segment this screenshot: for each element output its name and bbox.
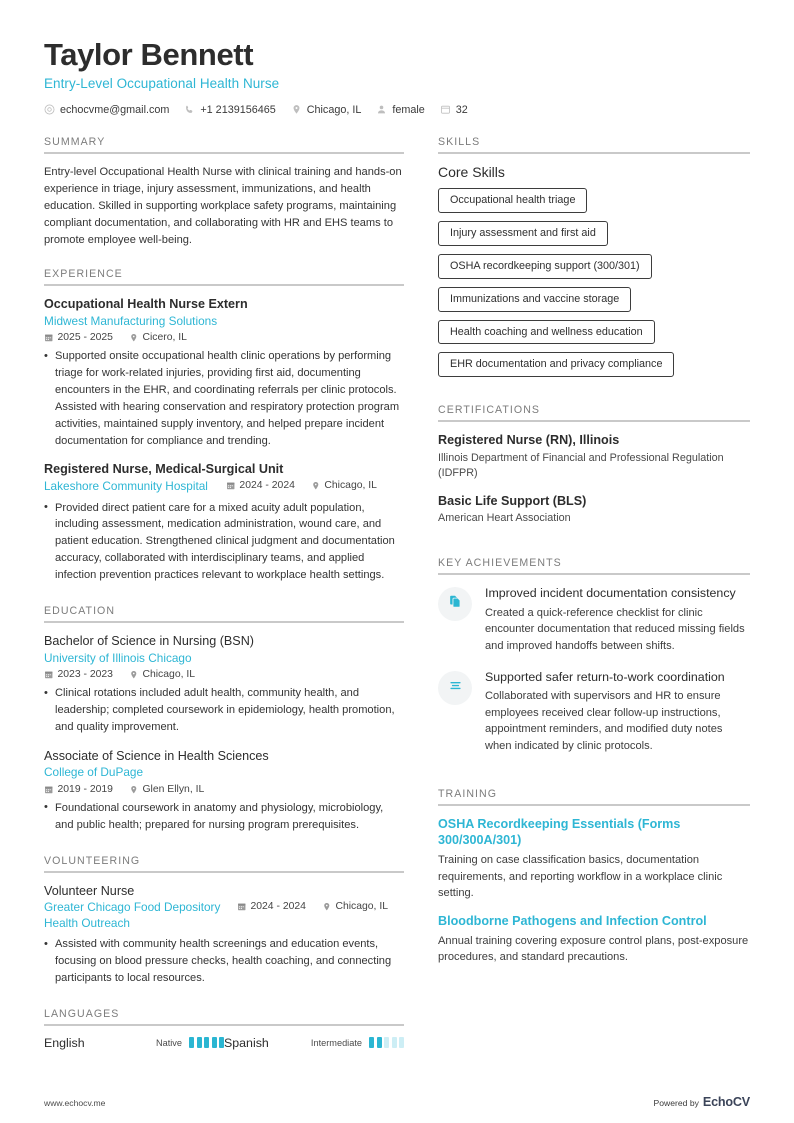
education-institution: College of DuPage <box>44 765 144 780</box>
achievement-item <box>438 669 750 755</box>
skill-tag: EHR documentation and privacy compliance <box>438 352 674 377</box>
page-title: Taylor Bennett <box>44 37 254 72</box>
contact-phone-text: +1 2139156465 <box>200 103 276 116</box>
contact-age <box>440 104 468 116</box>
languages-list <box>44 1036 404 1050</box>
education-degree: Associate of Science in Health Sciences <box>44 748 269 763</box>
section-heading-languages: LANGUAGES <box>44 1007 120 1020</box>
experience-location-text: Chicago, IL <box>324 479 377 491</box>
rating-dot <box>384 1037 389 1048</box>
bullet-item: • Provided direct patient care for a mixed acuity adult population, including assessment, medication administration, wound care, and patient education. Strengthened clinical judgment and documentation accuracy, collaborated with interdisciplinary teams, and applied infection prevention practices relevant to workplace health settings. <box>44 500 404 584</box>
volunteering-subhead <box>44 899 404 931</box>
contact-phone[interactable] <box>184 104 275 116</box>
achievement-icon-wrap <box>438 671 472 705</box>
section-certifications <box>438 404 750 527</box>
language-item <box>224 1036 404 1050</box>
experience-dates-text: 2024 - 2024 <box>239 479 295 491</box>
location-icon <box>322 902 332 912</box>
education-location-text: Chicago, IL <box>142 669 196 681</box>
location-icon <box>129 333 139 343</box>
right-column <box>438 136 750 1050</box>
education-entry <box>44 748 404 834</box>
volunteering-meta <box>237 901 404 912</box>
experience-entry <box>44 296 404 449</box>
rating-dot <box>399 1037 404 1048</box>
bullet-item: • Supported onsite occupational health clinic operations by performing triage for work-related injuries, providing first aid, documenting encounters in the EHR, and coordinating referrals per clinic protocols. Assisted with hearing conservation and respiratory protection program activities, maintained supply inventory, and helped prepare incident documentation for compliance and trending. <box>44 348 404 449</box>
spacer <box>44 249 404 268</box>
education-bullets <box>44 685 404 736</box>
certification-name: Basic Life Support (BLS) <box>438 494 587 509</box>
experience-subhead <box>44 478 404 495</box>
certification-name: Registered Nurse (RN), Illinois <box>438 433 620 448</box>
contact-email-text: echocvme@gmail.com <box>60 103 170 116</box>
section-rule <box>44 284 404 286</box>
section-summary <box>44 136 404 249</box>
language-name: Spanish <box>224 1035 269 1050</box>
contact-email[interactable] <box>44 104 169 116</box>
brand-logo: EchoCV <box>702 1095 750 1109</box>
bullet-item: • Clinical rotations included adult health, community health, and leadership; completed coursework in epidemiology, health promotion, and quality improvement. <box>44 685 404 736</box>
rating-dot <box>189 1037 194 1048</box>
education-location <box>129 784 204 795</box>
achievement-icon-wrap <box>438 587 472 621</box>
experience-bullets <box>44 500 404 584</box>
resume-body <box>44 136 750 1050</box>
bullet-item: • Assisted with community health screenings and education events, focusing on blood pressure checks, health coaching, and connecting participants to local resources. <box>44 936 404 987</box>
skill-tag: Health coaching and wellness education <box>438 320 655 345</box>
contact-location-text: Chicago, IL <box>306 103 362 116</box>
language-level: Intermediate <box>310 1037 362 1048</box>
email-icon <box>44 104 55 115</box>
experience-location <box>311 480 377 491</box>
training-name: Bloodborne Pathogens and Infection Control <box>438 913 707 928</box>
rating-dot <box>212 1037 217 1048</box>
spacer <box>438 385 750 404</box>
resume-header <box>44 38 750 116</box>
skill-tag: Injury assessment and first aid <box>438 221 608 246</box>
rating-dot <box>392 1037 397 1048</box>
experience-location <box>129 332 187 343</box>
experience-location-text: Cicero, IL <box>142 332 187 344</box>
achievement-title: Improved incident documentation consistency <box>485 586 736 601</box>
training-name: OSHA Recordkeeping Essentials (Forms 300/300A/301) <box>438 816 681 848</box>
education-degree: Bachelor of Science in Nursing (BSN) <box>44 633 254 648</box>
volunteering-location-text: Chicago, IL <box>335 901 388 913</box>
section-rule <box>44 621 404 623</box>
section-education <box>44 605 404 834</box>
achievement-item <box>438 585 750 654</box>
experience-organization: Midwest Manufacturing Solutions <box>44 313 218 328</box>
bullet-item: • Foundational coursework in anatomy and physiology, microbiology, and public health; prepared for nursing program prerequisites. <box>44 800 404 834</box>
education-entry <box>44 633 404 736</box>
calendar-icon <box>440 104 451 115</box>
job-title: Entry-Level Occupational Health Nurse <box>44 75 280 91</box>
certification-issuer: Illinois Department of Financial and Professional Regulation (IDFPR) <box>438 451 724 480</box>
section-languages <box>44 1008 404 1050</box>
contact-age-text: 32 <box>455 103 468 116</box>
experience-entry <box>44 461 404 583</box>
calendar-icon <box>44 333 54 343</box>
experience-dates <box>226 480 295 491</box>
section-rule <box>44 871 404 873</box>
language-name: English <box>44 1035 85 1050</box>
spacer <box>44 989 404 1008</box>
language-dots <box>369 1037 404 1048</box>
section-key-achievements <box>438 557 750 754</box>
training-description: Training on case classification basics, documentation requirements, and reporting workflow in a workplace clinic setting. <box>438 854 723 900</box>
section-heading-certifications: CERTIFICATIONS <box>438 404 541 417</box>
spacer <box>44 836 404 855</box>
training-item <box>438 816 750 902</box>
training-item <box>438 913 750 966</box>
volunteering-location <box>322 901 388 912</box>
certification-item <box>438 493 750 527</box>
location-icon <box>291 104 302 115</box>
section-heading-experience: EXPERIENCE <box>44 268 123 281</box>
experience-bullets <box>44 348 404 449</box>
calendar-icon <box>226 481 236 491</box>
experience-dates <box>44 332 113 343</box>
location-icon <box>129 785 139 795</box>
footer-url[interactable]: www.echocv.me <box>44 1098 106 1108</box>
language-rating <box>156 1037 224 1048</box>
contact-location <box>291 104 362 116</box>
language-item <box>44 1036 224 1050</box>
spacer <box>44 586 404 605</box>
achievement-description: Collaborated with supervisors and HR to ensure employees received clear follow-up instructions, appointment reminders, and modified duty notes when indicated by clinic protocols. <box>485 690 723 752</box>
section-rule <box>438 804 750 806</box>
experience-organization: Lakeshore Community Hospital <box>44 479 208 494</box>
skill-tag: OSHA recordkeeping support (300/301) <box>438 254 652 279</box>
education-location <box>129 669 195 680</box>
summary-text: Entry-level Occupational Health Nurse with clinical training and hands-on experience in triage, injury assessment, immunizations, and health education. Skilled in supporting workplace safety programs, maintaining compliant documentation, and collaborating with HR and EHS teams to promote employee well-being. <box>44 165 402 247</box>
certification-issuer: American Heart Association <box>438 512 571 525</box>
spacer <box>438 538 750 557</box>
calendar-icon <box>44 785 54 795</box>
section-heading-key-achievements: KEY ACHIEVEMENTS <box>438 557 562 570</box>
list-lines-icon <box>448 678 463 698</box>
left-column <box>44 136 438 1050</box>
skills-tag-list <box>438 188 750 386</box>
section-rule <box>438 573 750 575</box>
volunteering-role: Volunteer Nurse <box>44 883 135 898</box>
achievement-description: Created a quick-reference checklist for clinic encounter documentation that reduced missing fields and improved handoffs between shifts. <box>485 606 745 652</box>
language-dots <box>189 1037 224 1048</box>
section-skills <box>438 136 750 386</box>
section-rule <box>438 152 750 154</box>
phone-icon <box>184 104 195 115</box>
documents-copy-icon <box>448 594 463 614</box>
volunteering-bullets <box>44 936 404 987</box>
education-dates <box>44 784 113 795</box>
skill-tag: Immunizations and vaccine storage <box>438 287 631 312</box>
section-training <box>438 788 750 966</box>
education-location-text: Glen Ellyn, IL <box>142 783 205 795</box>
section-heading-skills: SKILLS <box>438 135 481 148</box>
rating-dot <box>369 1037 374 1048</box>
volunteering-dates-text: 2024 - 2024 <box>250 901 306 913</box>
experience-title: Registered Nurse, Medical-Surgical Unit <box>44 462 284 477</box>
powered-by-label: Powered by <box>653 1098 699 1108</box>
rating-dot <box>197 1037 202 1048</box>
experience-title: Occupational Health Nurse Extern <box>44 297 248 312</box>
section-volunteering <box>44 855 404 987</box>
volunteering-entry <box>44 883 404 987</box>
section-heading-summary: SUMMARY <box>44 135 106 148</box>
location-icon <box>129 670 139 680</box>
section-rule <box>438 420 750 422</box>
education-dates-text: 2023 - 2023 <box>57 669 113 681</box>
language-rating <box>311 1037 404 1048</box>
certification-item <box>438 432 750 482</box>
education-institution: University of Illinois Chicago <box>44 650 192 665</box>
experience-meta <box>226 480 393 491</box>
section-rule <box>44 152 404 154</box>
language-level: Native <box>155 1037 182 1048</box>
page-footer <box>44 1095 750 1109</box>
rating-dot <box>204 1037 209 1048</box>
volunteering-dates <box>237 901 306 912</box>
section-experience <box>44 268 404 584</box>
section-heading-training: TRAINING <box>438 787 498 800</box>
skill-tag: Occupational health triage <box>438 188 587 213</box>
skills-group-title: Core Skills <box>438 163 505 180</box>
achievement-body <box>485 669 750 755</box>
spacer <box>438 769 750 788</box>
location-icon <box>311 481 321 491</box>
training-description: Annual training covering exposure control plans, post-exposure procedures, and standard precautions. <box>438 934 749 964</box>
education-meta <box>44 784 404 795</box>
calendar-icon <box>44 670 54 680</box>
volunteering-organization: Greater Chicago Food Depository Health Outreach <box>44 900 221 930</box>
education-dates <box>44 669 113 680</box>
person-icon <box>376 104 387 115</box>
contact-row <box>44 104 750 116</box>
section-heading-education: EDUCATION <box>44 604 116 617</box>
contact-gender-text: female <box>392 103 425 116</box>
calendar-icon <box>237 902 247 912</box>
education-bullets <box>44 800 404 834</box>
education-meta <box>44 669 404 680</box>
section-heading-volunteering: VOLUNTEERING <box>44 854 141 867</box>
section-rule <box>44 1024 404 1026</box>
experience-meta <box>44 332 404 343</box>
experience-dates-text: 2025 - 2025 <box>57 332 113 344</box>
contact-gender <box>376 104 424 116</box>
rating-dot <box>377 1037 382 1048</box>
achievement-title: Supported safer return-to-work coordination <box>485 669 725 684</box>
education-dates-text: 2019 - 2019 <box>57 783 113 795</box>
footer-branding <box>654 1095 750 1109</box>
achievement-body <box>485 585 750 654</box>
